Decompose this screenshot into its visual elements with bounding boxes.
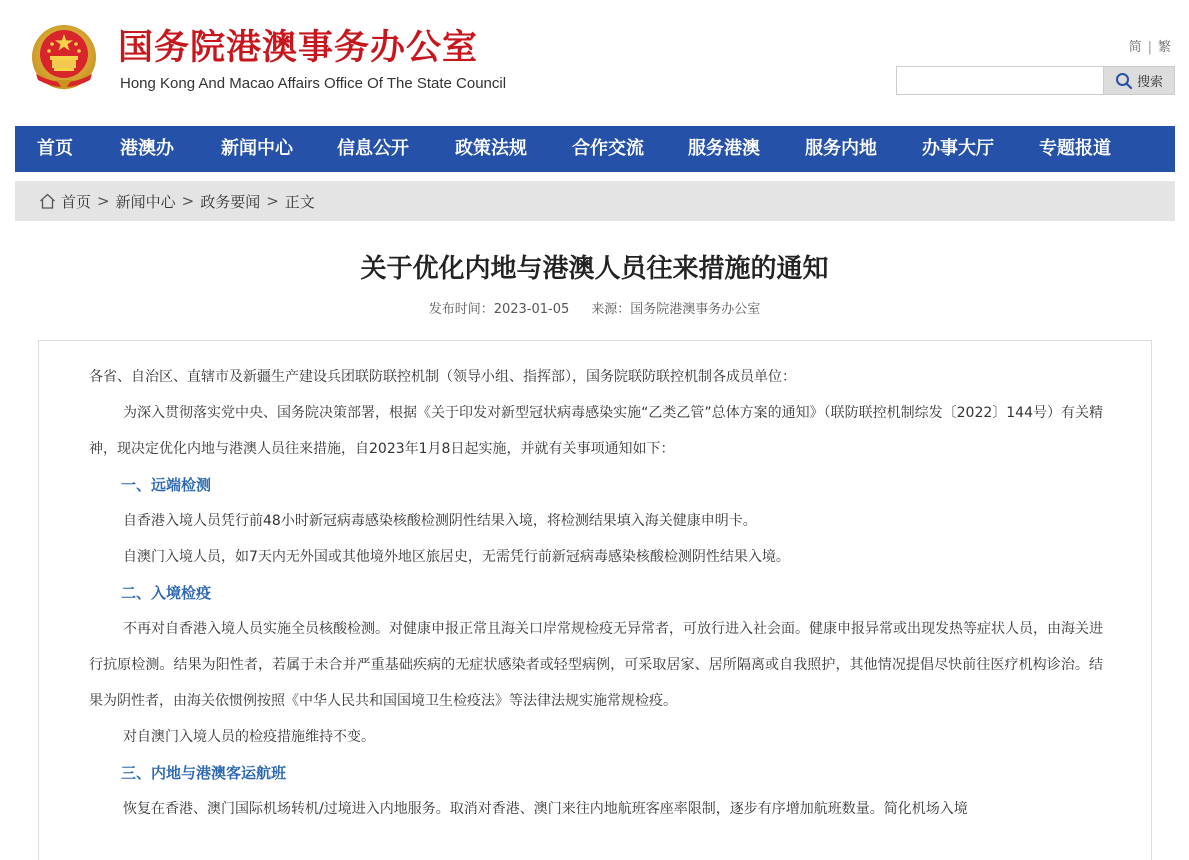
section-heading: 一、远端检测 — [121, 476, 212, 494]
national-emblem-icon[interactable] — [30, 24, 98, 94]
breadcrumb-news-center[interactable]: 新闻中心 — [115, 192, 176, 211]
article-paragraph: 恢复在香港、澳门国际机场转机/过境进入内地服务。取消对香港、澳门来往内地航班客座率限制，逐步有序增加航班数量。简化机场入境 — [123, 801, 968, 817]
nav-item-news[interactable]: 新闻中心 — [221, 138, 293, 159]
breadcrumb-separator: > — [266, 192, 279, 210]
site-header — [0, 0, 1189, 126]
breadcrumb-current: 正文 — [284, 192, 315, 211]
search-input[interactable] — [896, 66, 1103, 95]
breadcrumb-separator: > — [97, 192, 110, 210]
simplified-chinese-link[interactable]: 简 — [1128, 40, 1142, 55]
breadcrumb-home[interactable]: 首页 — [61, 192, 92, 211]
section-heading: 二、入境检疫 — [121, 584, 212, 602]
nav-item-info-disclosure[interactable]: 信息公开 — [337, 138, 409, 159]
search-box — [896, 66, 1175, 95]
breadcrumb — [15, 181, 1175, 221]
article-paragraph: 为深入贯彻落实党中央、国务院决策部署，根据《关于印发对新型冠状病毒感染实施“乙类乙管”总体方案的通知》（联防联控机制综发〔2022〕144号）有关精神，现决定优化内地与港澳人员往来措施，自2023年1月8日起实施，并就有关事项通知如下： — [89, 405, 1103, 457]
site-subtitle: Hong Kong And Macao Affairs Office Of The State Council — [120, 75, 507, 92]
breadcrumb-government-news[interactable]: 政务要闻 — [200, 192, 261, 211]
main-nav — [15, 126, 1175, 172]
search-icon — [1115, 72, 1133, 90]
lang-separator: | — [1147, 40, 1152, 55]
article-title: 关于优化内地与港澳人员往来措施的通知 — [360, 254, 829, 284]
search-button-label: 搜索 — [1136, 75, 1163, 90]
article-body — [38, 340, 1152, 860]
nav-item-service-hall[interactable]: 办事大厅 — [922, 138, 994, 159]
breadcrumb-separator: > — [181, 192, 195, 210]
nav-item-home[interactable]: 首页 — [37, 138, 73, 159]
nav-item-serve-mainland[interactable]: 服务内地 — [805, 138, 877, 159]
article-paragraph: 自香港入境人员凭行前48小时新冠病毒感染核酸检测阴性结果入境，将检测结果填入海关健康申明卡。 — [123, 513, 757, 529]
nav-item-policies[interactable]: 政策法规 — [455, 138, 527, 159]
site-title[interactable]: 国务院港澳事务办公室 — [118, 28, 479, 68]
article-paragraph: 各省、自治区、直辖市及新疆生产建设兵团联防联控机制（领导小组、指挥部），国务院联防联控机制各成员单位： — [89, 369, 796, 385]
article-paragraph: 不再对自香港入境人员实施全员核酸检测。对健康申报正常且海关口岸常规检疫无异常者，可放行进入社会面。健康申报异常或出现发热等症状人员，由海关进行抗原检测。结果为阳性者，若属于未合并严重基础疾病的无症状感染者或轻型病例，可采取居家、居所隔离或自我照护，其他情况提倡尽快前往医疗机构诊治。结果为阴性者，由海关依惯例按照《中华人民共和国国境卫生检疫法》等法律法规实施常规检疫。 — [89, 621, 1103, 709]
publish-date: 发布时间：2023-01-05 — [428, 302, 570, 317]
nav-item-hmo[interactable]: 港澳办 — [120, 138, 174, 159]
home-icon — [39, 193, 56, 209]
article-meta — [0, 300, 1189, 320]
article-paragraph: 对自澳门入境人员的检疫措施维持不变。 — [123, 729, 375, 745]
article-paragraph: 自澳门入境人员，如7天内无外国或其他境外地区旅居史，无需凭行前新冠病毒感染核酸检测阴性结果入境。 — [123, 549, 790, 565]
search-button[interactable] — [1103, 66, 1175, 95]
article-source: 来源：国务院港澳事务办公室 — [591, 302, 761, 317]
nav-item-special-reports[interactable]: 专题报道 — [1039, 138, 1111, 159]
language-switch — [1129, 36, 1171, 55]
nav-item-cooperation[interactable]: 合作交流 — [572, 138, 644, 159]
section-heading: 三、内地与港澳客运航班 — [121, 764, 287, 782]
traditional-chinese-link[interactable]: 繁 — [1157, 40, 1171, 55]
nav-item-serve-hk-macao[interactable]: 服务港澳 — [688, 138, 760, 159]
